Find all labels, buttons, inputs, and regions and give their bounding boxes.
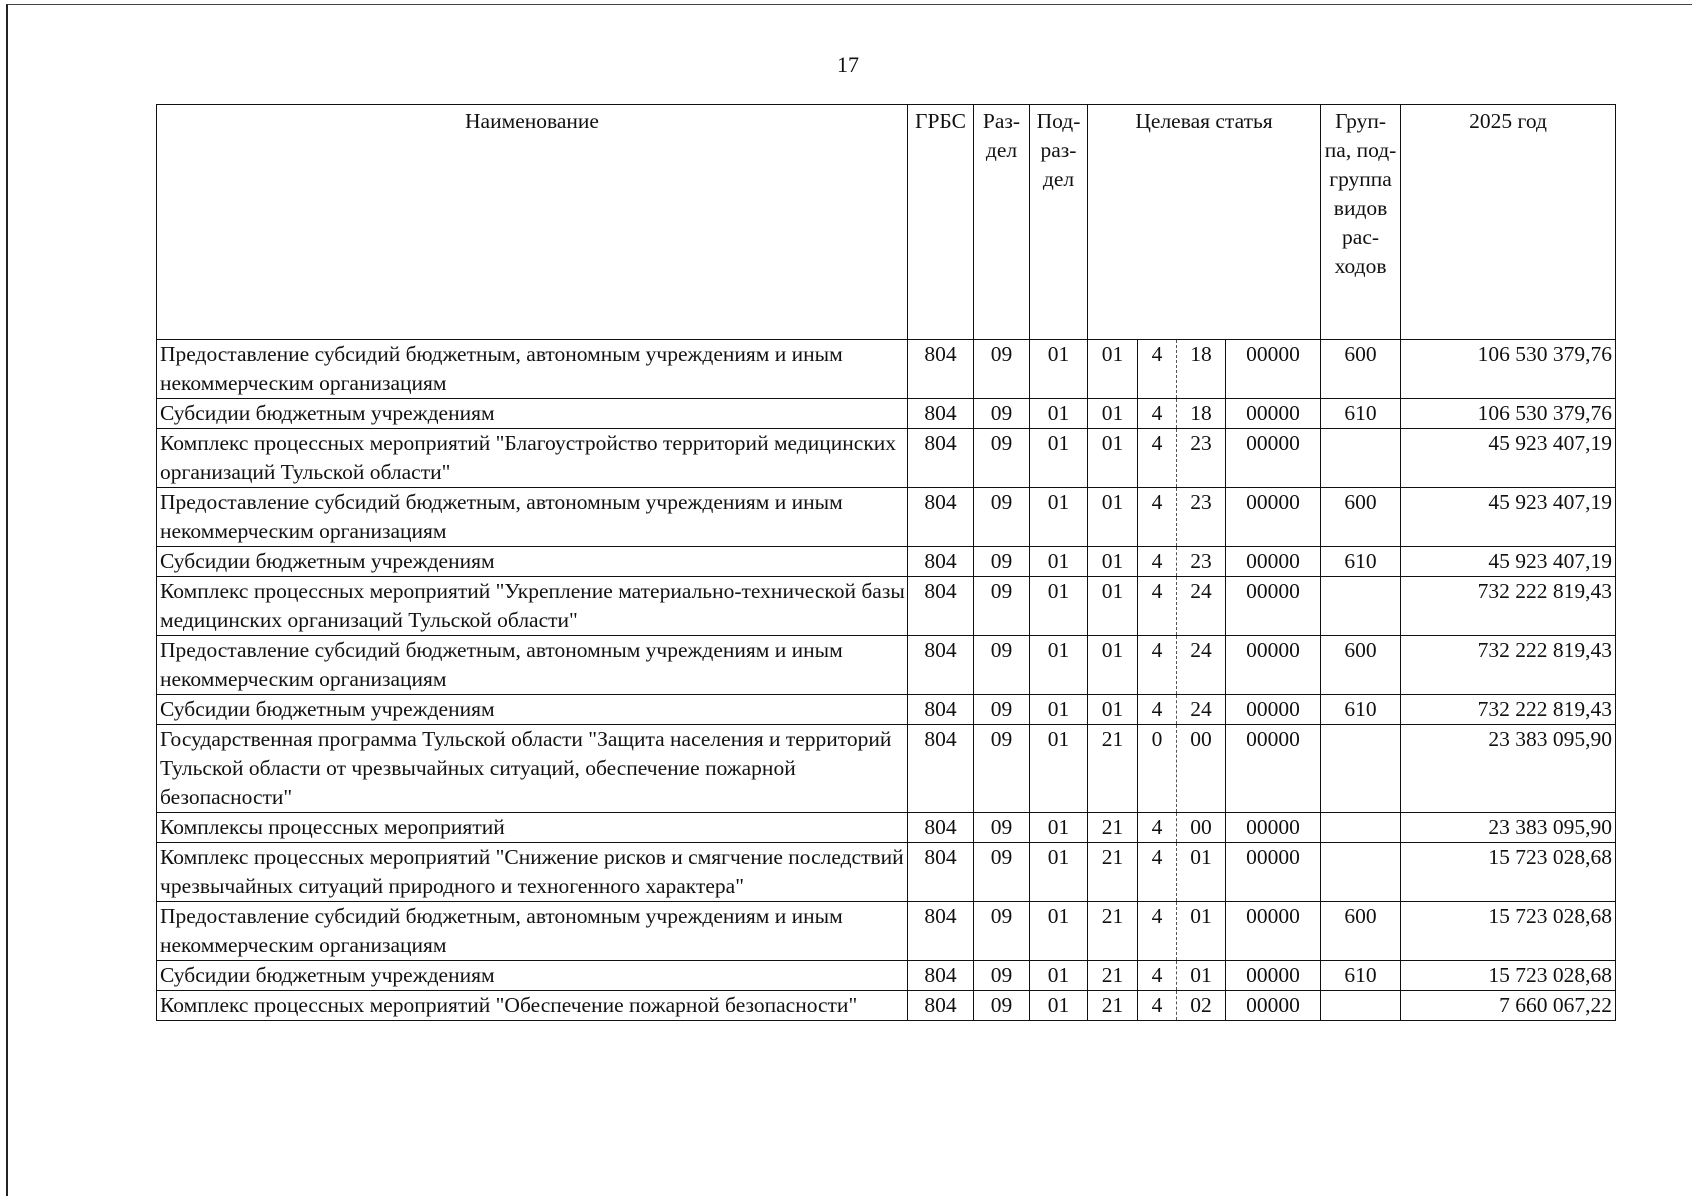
cell-target-type: 4 (1138, 813, 1177, 843)
table-row (157, 429, 1616, 488)
cell-section: 09 (974, 695, 1030, 725)
table-row (157, 843, 1616, 902)
table-row (157, 488, 1616, 547)
table-row (157, 399, 1616, 429)
cell-subsection: 01 (1030, 902, 1088, 961)
cell-subsection: 01 (1030, 399, 1088, 429)
cell-amount: 15 723 028,68 (1401, 961, 1616, 991)
cell-amount: 23 383 095,90 (1401, 813, 1616, 843)
cell-name: Комплекс процессных мероприятий "Обеспечение пожарной безопасности" (157, 991, 908, 1021)
cell-section: 09 (974, 429, 1030, 488)
cell-amount: 7 660 067,22 (1401, 991, 1616, 1021)
cell-grbs: 804 (908, 813, 974, 843)
cell-amount: 732 222 819,43 (1401, 636, 1616, 695)
cell-target-program: 01 (1088, 340, 1138, 399)
cell-grbs: 804 (908, 577, 974, 636)
cell-target-subprogram: 01 (1177, 961, 1226, 991)
cell-target-subprogram: 00 (1177, 813, 1226, 843)
cell-target-type: 4 (1138, 902, 1177, 961)
cell-section: 09 (974, 547, 1030, 577)
table-row (157, 695, 1616, 725)
cell-subsection: 01 (1030, 577, 1088, 636)
cell-grbs: 804 (908, 547, 974, 577)
cell-target-direction: 00000 (1226, 991, 1321, 1021)
cell-target-program: 01 (1088, 429, 1138, 488)
cell-name: Предоставление субсидий бюджетным, автономным учреждениям и иным некоммерческим организациям (157, 340, 908, 399)
cell-expense-group (1321, 843, 1401, 902)
cell-target-subprogram: 23 (1177, 429, 1226, 488)
cell-amount: 23 383 095,90 (1401, 725, 1616, 813)
cell-target-direction: 00000 (1226, 843, 1321, 902)
cell-section: 09 (974, 725, 1030, 813)
cell-target-type: 4 (1138, 429, 1177, 488)
cell-target-program: 21 (1088, 843, 1138, 902)
cell-target-direction: 00000 (1226, 547, 1321, 577)
cell-section: 09 (974, 488, 1030, 547)
cell-expense-group: 610 (1321, 547, 1401, 577)
table-row (157, 961, 1616, 991)
cell-target-subprogram: 23 (1177, 488, 1226, 547)
cell-target-subprogram: 24 (1177, 695, 1226, 725)
cell-name: Комплексы процессных мероприятий (157, 813, 908, 843)
cell-target-program: 01 (1088, 488, 1138, 547)
cell-grbs: 804 (908, 399, 974, 429)
cell-name: Субсидии бюджетным учреждениям (157, 399, 908, 429)
cell-target-direction: 00000 (1226, 340, 1321, 399)
header-year: 2025 год (1401, 105, 1616, 340)
cell-target-type: 4 (1138, 399, 1177, 429)
cell-target-program: 01 (1088, 577, 1138, 636)
cell-section: 09 (974, 577, 1030, 636)
cell-target-program: 01 (1088, 695, 1138, 725)
cell-grbs: 804 (908, 695, 974, 725)
cell-expense-group: 610 (1321, 399, 1401, 429)
cell-target-direction: 00000 (1226, 813, 1321, 843)
header-name: Наименование (157, 105, 908, 340)
table-row (157, 340, 1616, 399)
cell-expense-group: 600 (1321, 340, 1401, 399)
cell-grbs: 804 (908, 725, 974, 813)
cell-target-type: 4 (1138, 636, 1177, 695)
cell-target-program: 21 (1088, 961, 1138, 991)
header-grbs: ГРБС (908, 105, 974, 340)
cell-target-type: 4 (1138, 340, 1177, 399)
cell-subsection: 01 (1030, 813, 1088, 843)
cell-subsection: 01 (1030, 961, 1088, 991)
cell-target-direction: 00000 (1226, 961, 1321, 991)
cell-subsection: 01 (1030, 991, 1088, 1021)
cell-amount: 106 530 379,76 (1401, 340, 1616, 399)
header-target-article: Целевая статья (1088, 105, 1321, 340)
table-row (157, 547, 1616, 577)
cell-grbs: 804 (908, 488, 974, 547)
cell-target-program: 21 (1088, 991, 1138, 1021)
cell-target-type: 4 (1138, 488, 1177, 547)
cell-name: Предоставление субсидий бюджетным, автономным учреждениям и иным некоммерческим организациям (157, 902, 908, 961)
cell-target-type: 4 (1138, 695, 1177, 725)
cell-target-type: 0 (1138, 725, 1177, 813)
cell-amount: 15 723 028,68 (1401, 843, 1616, 902)
cell-target-direction: 00000 (1226, 725, 1321, 813)
cell-target-subprogram: 24 (1177, 577, 1226, 636)
cell-grbs: 804 (908, 991, 974, 1021)
cell-subsection: 01 (1030, 488, 1088, 547)
cell-expense-group: 600 (1321, 488, 1401, 547)
cell-name: Предоставление субсидий бюджетным, автономным учреждениям и иным некоммерческим организациям (157, 636, 908, 695)
cell-expense-group (1321, 429, 1401, 488)
cell-section: 09 (974, 636, 1030, 695)
cell-expense-group (1321, 813, 1401, 843)
cell-target-type: 4 (1138, 843, 1177, 902)
cell-target-program: 21 (1088, 902, 1138, 961)
page-number: 17 (837, 52, 859, 77)
cell-amount: 732 222 819,43 (1401, 695, 1616, 725)
cell-section: 09 (974, 991, 1030, 1021)
cell-grbs: 804 (908, 961, 974, 991)
table-row (157, 813, 1616, 843)
cell-section: 09 (974, 843, 1030, 902)
cell-target-type: 4 (1138, 547, 1177, 577)
cell-subsection: 01 (1030, 695, 1088, 725)
cell-amount: 15 723 028,68 (1401, 902, 1616, 961)
cell-target-direction: 00000 (1226, 695, 1321, 725)
table-header (157, 105, 1616, 340)
cell-target-direction: 00000 (1226, 399, 1321, 429)
cell-target-program: 21 (1088, 813, 1138, 843)
cell-subsection: 01 (1030, 843, 1088, 902)
cell-target-program: 21 (1088, 725, 1138, 813)
table-row (157, 902, 1616, 961)
cell-expense-group (1321, 577, 1401, 636)
cell-expense-group (1321, 725, 1401, 813)
cell-section: 09 (974, 813, 1030, 843)
cell-target-program: 01 (1088, 399, 1138, 429)
header-subsection (1030, 105, 1088, 340)
table-row (157, 577, 1616, 636)
cell-section: 09 (974, 902, 1030, 961)
cell-target-subprogram: 23 (1177, 547, 1226, 577)
cell-target-direction: 00000 (1226, 902, 1321, 961)
cell-target-type: 4 (1138, 991, 1177, 1021)
table-row (157, 725, 1616, 813)
cell-amount: 45 923 407,19 (1401, 429, 1616, 488)
cell-subsection: 01 (1030, 636, 1088, 695)
cell-name: Комплекс процессных мероприятий "Благоустройство территорий медицинских организаций Тульской области" (157, 429, 908, 488)
cell-target-direction: 00000 (1226, 429, 1321, 488)
cell-target-type: 4 (1138, 577, 1177, 636)
cell-grbs: 804 (908, 902, 974, 961)
cell-name: Государственная программа Тульской области "Защита населения и территорий Тульской области от чрезвычайных ситуаций, обеспечение пожарной безопасности" (157, 725, 908, 813)
cell-expense-group: 610 (1321, 695, 1401, 725)
header-expense-group (1321, 105, 1401, 340)
cell-target-subprogram: 02 (1177, 991, 1226, 1021)
cell-amount: 45 923 407,19 (1401, 547, 1616, 577)
cell-amount: 106 530 379,76 (1401, 399, 1616, 429)
cell-subsection: 01 (1030, 340, 1088, 399)
cell-target-direction: 00000 (1226, 488, 1321, 547)
cell-target-program: 01 (1088, 636, 1138, 695)
cell-target-direction: 00000 (1226, 636, 1321, 695)
cell-amount: 732 222 819,43 (1401, 577, 1616, 636)
cell-name: Предоставление субсидий бюджетным, автономным учреждениям и иным некоммерческим организациям (157, 488, 908, 547)
cell-target-subprogram: 18 (1177, 399, 1226, 429)
cell-grbs: 804 (908, 636, 974, 695)
table-body (157, 340, 1616, 1021)
cell-name: Субсидии бюджетным учреждениям (157, 695, 908, 725)
header-expense-group-text: Груп- па, под- группа видов рас- ходов (1324, 109, 1397, 278)
cell-name: Субсидии бюджетным учреждениям (157, 547, 908, 577)
cell-section: 09 (974, 340, 1030, 399)
cell-name: Субсидии бюджетным учреждениям (157, 961, 908, 991)
cell-section: 09 (974, 961, 1030, 991)
cell-name: Комплекс процессных мероприятий "Снижение рисков и смягчение последствий чрезвычайных ситуаций природного и техногенного характера" (157, 843, 908, 902)
cell-expense-group: 600 (1321, 902, 1401, 961)
table-row (157, 636, 1616, 695)
cell-target-subprogram: 18 (1177, 340, 1226, 399)
cell-subsection: 01 (1030, 725, 1088, 813)
cell-target-subprogram: 01 (1177, 902, 1226, 961)
cell-expense-group: 600 (1321, 636, 1401, 695)
header-subsection-text: Под- раз- дел (1036, 109, 1081, 191)
cell-target-direction: 00000 (1226, 577, 1321, 636)
cell-expense-group: 610 (1321, 961, 1401, 991)
header-section (974, 105, 1030, 340)
cell-target-subprogram: 01 (1177, 843, 1226, 902)
cell-grbs: 804 (908, 429, 974, 488)
cell-amount: 45 923 407,19 (1401, 488, 1616, 547)
cell-target-subprogram: 24 (1177, 636, 1226, 695)
cell-section: 09 (974, 399, 1030, 429)
cell-grbs: 804 (908, 843, 974, 902)
budget-table (156, 104, 1616, 1021)
cell-subsection: 01 (1030, 429, 1088, 488)
cell-name: Комплекс процессных мероприятий "Укрепление материально-технической базы медицинских организаций Тульской области" (157, 577, 908, 636)
cell-expense-group (1321, 991, 1401, 1021)
cell-target-subprogram: 00 (1177, 725, 1226, 813)
cell-target-type: 4 (1138, 961, 1177, 991)
header-section-text: Раз- дел (982, 109, 1021, 162)
cell-subsection: 01 (1030, 547, 1088, 577)
table-row (157, 991, 1616, 1021)
cell-grbs: 804 (908, 340, 974, 399)
cell-target-program: 01 (1088, 547, 1138, 577)
